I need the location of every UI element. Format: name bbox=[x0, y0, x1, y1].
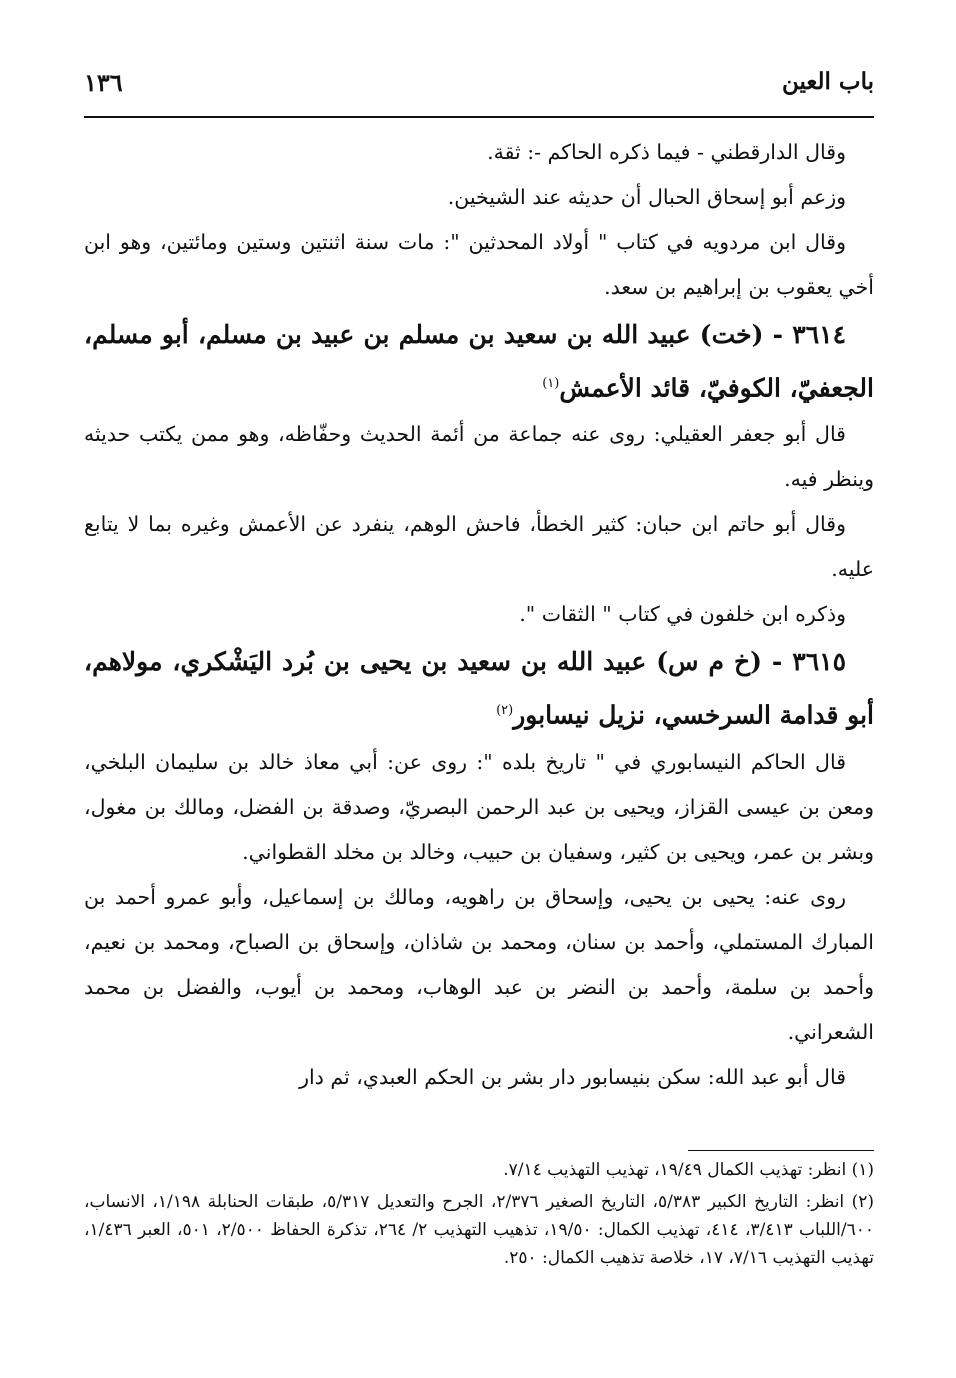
paragraph-habbal: وزعم أبو إسحاق الحبال أن حديثه عند الشيخين. bbox=[447, 185, 846, 209]
entry-heading-3614-text: ٣٦١٤ - (خت) عبيد الله بن سعيد بن مسلم بن عبيد بن مسلم، أبو مسلم، الجعفيّ، الكوفيّ، قائد الأعمش bbox=[84, 320, 874, 403]
footnotes bbox=[84, 1156, 874, 1272]
footnote-ref-2: (٢) bbox=[496, 703, 514, 719]
footnote-ref-1: (١) bbox=[542, 376, 560, 391]
main-text bbox=[84, 130, 874, 1100]
paragraph-ibn-khalfun: وذكره ابن خلفون في كتاب " الثقات ". bbox=[519, 602, 846, 627]
paragraph-ibn-hibban: وقال أبو حاتم ابن حبان: كثير الخطأ، فاحش الوهم، ينفرد عن الأعمش وغيره بما لا يتابع عليه. bbox=[84, 512, 874, 582]
paragraph-daraqutni: وقال الدارقطني - فيما ذكره الحاكم -: ثقة. bbox=[487, 140, 846, 164]
footnote-2: (٢) انظر: التاريخ الكبير ٥/٣٨٣، التاريخ الصغير ٢/٣٧٦، الجرح والتعديل ٥/٣١٧، طبقات الحنابلة ١/١٩٨، الانساب، ٦٠٠/اللباب ٣/٤١٣، ٤١٤، تهذيب الكمال: ١٩/٥٠، تذهيب التهذيب ٢/ ٢٦٤، تذكرة الحفاظ ٢/٥٠٠، ٥٠١، العبر ١/٤٣٦، تهذيب التهذيب ٧/١٦، ١٧، خلاصة تذهيب الكمال: ٢٥٠. bbox=[84, 1192, 874, 1268]
running-header bbox=[84, 62, 874, 118]
paragraph-abu-abdallah: قال أبو عبد الله: سكن بنيسابور دار بشر بن الحكم العبدي، ثم دار bbox=[299, 1064, 846, 1089]
footnote-1: (١) انظر: تهذيب الكمال ١٩/٤٩، تهذيب التهذيب ٧/١٤. bbox=[503, 1160, 874, 1180]
paragraph-uqayli: قال أبو جعفر العقيلي: روى عنه جماعة من أئمة الحديث وحفّاظه، وهو ممن يكتب حديثه وينظر فيه. bbox=[84, 422, 874, 492]
entry-heading-3614 bbox=[84, 310, 874, 412]
footnote-separator bbox=[688, 1150, 874, 1151]
paragraph-ibn-mardawayh: وقال ابن مردويه في كتاب " أولاد المحدثين ": مات سنة اثنتين وستين ومائتين، وهو ابن أخي يعقوب بن إبراهيم بن سعد. bbox=[84, 230, 874, 299]
paragraph-hakim: قال الحاكم النيسابوري في " تاريخ بلده ": روى عن: أبي معاذ خالد بن سليمان البلخي، ومعن بن عيسى القزاز، ويحيى بن عبد الرحمن البصريّ، وصدقة بن الفضل، ومالك بن مغول، وبشر بن عمر، ويحيى بن كثير، وسفيان بن حبيب، وخالد بن مخلد القطواني. bbox=[84, 749, 874, 864]
entry-heading-3615-text: ٣٦١٥ - (خ م س) عبيد الله بن سعيد بن يحيى بن بُرد اليَشْكري، مولاهم، أبو قدامة السرخسي، نزيل نيسابور bbox=[84, 647, 874, 730]
running-title: باب العين bbox=[781, 68, 874, 95]
entry-heading-3615 bbox=[84, 637, 874, 739]
page-number: ١٣٦ bbox=[84, 68, 123, 97]
paragraph-narrators: روى عنه: يحيى بن يحيى، وإسحاق بن راهويه، ومالك بن إسماعيل، وأبو عمرو أحمد بن المبارك المستملي، وأحمد بن سنان، ومحمد بن شاذان، وإسحاق بن الصباح، ومحمد بن نعيم، وأحمد بن سلمة، وأحمد بن النضر بن عبد الوهاب، ومحمد بن أيوب، والفضل بن محمد الشعراني. bbox=[84, 884, 874, 1044]
